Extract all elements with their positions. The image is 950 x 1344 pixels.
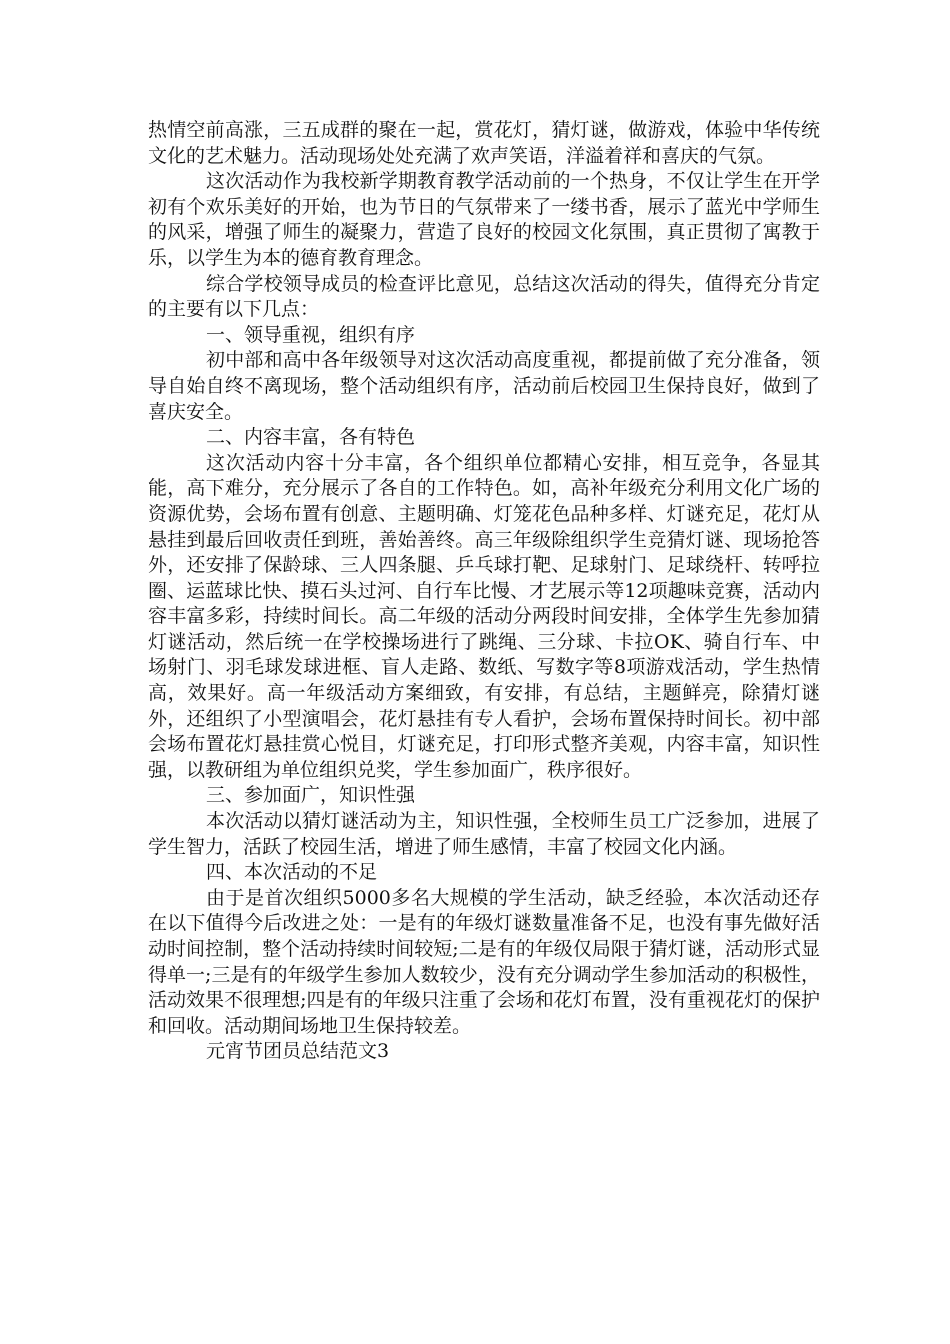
paragraph-intro-continued: 热情空前高涨，三五成群的聚在一起，赏花灯，猜灯谜，做游戏，体验中华传统文化的艺术魅力。活动现场处处充满了欢声笑语，洋溢着祥和喜庆的气氛。	[148, 119, 820, 167]
section-heading-3: 三、参加面广，知识性强	[206, 784, 416, 807]
paragraph-section-1: 初中部和高中各年级领导对这次活动高度重视，都提前做了充分准备，领导自始自终不离现场，整个活动组织有序，活动前后校园卫生保持良好，做到了喜庆安全。	[148, 349, 820, 423]
paragraph-section-2: 这次活动内容十分丰富，各个组织单位都精心安排，相互竞争，各显其能，高下难分，充分展示了各自的工作特色。如，高补年级充分利用文化广场的资源优势，会场布置有创意、主题明确、灯笼花色品种多样、灯谜充足，花灯从悬挂到最后回收责任到班，善始善终。高三年级除组织学生竞猜灯谜、现场抢答外，还安排了保龄球、三人四条腿、乒乓球打靶、足球射门、足球绕杆、转呼拉圈、运蓝球比快、摸石头过河、自行车比慢、才艺展示等12项趣味竞赛，活动内容丰富多彩，持续时间长。高二年级的活动分两段时间安排，全体学生先参加猜灯谜活动，然后统一在学校操场进行了跳绳、三分球、卡拉OK、骑自行车、中场射门、羽毛球发球进框、盲人走路、数纸、写数字等8项游戏活动，学生热情高，效果好。高一年级活动方案细致，有安排，有总结，主题鲜亮，除猜灯谜外，还组织了小型演唱会，花灯悬挂有专人看护，会场布置保持时间长。初中部会场布置花灯悬挂赏心悦目，灯谜充足，打印形式整齐美观，内容丰富，知识性强，以教研组为单位组织兑奖，学生参加面广，秩序很好。	[148, 451, 820, 781]
section-heading-4: 四、本次活动的不足	[206, 861, 378, 884]
document-body	[148, 118, 820, 1065]
section-heading-2: 二、内容丰富，各有特色	[206, 426, 416, 449]
paragraph-activity-significance: 这次活动作为我校新学期教育教学活动前的一个热身，不仅让学生在开学初有个欢乐美好的开始，也为节日的气氛带来了一缕书香，展示了蓝光中学师生的风采，增强了师生的凝聚力，营造了良好的校园文化氛围，真正贯彻了寓教于乐，以学生为本的德育教育理念。	[148, 170, 820, 269]
paragraph-evaluation-summary: 综合学校领导成员的检查评比意见，总结这次活动的得失，值得充分肯定的主要有以下几点：	[148, 272, 820, 321]
paragraph-section-3: 本次活动以猜灯谜活动为主，知识性强，全校师生员工广泛参加，进展了学生智力，活跃了校园生活，增进了师生感情，丰富了校园文化内涵。	[148, 810, 820, 858]
paragraph-section-4: 由于是首次组织5000多名大规模的学生活动，缺乏经验，本次活动还存在以下值得今后改进之处：一是有的年级灯谜数量准备不足，也没有事先做好活动时间控制，整个活动持续时间较短;二是有的年级仅局限于猜灯谜，活动形式显得单一;三是有的年级学生参加人数较少，没有充分调动学生参加活动的积极性，活动效果不很理想;四是有的年级只注重了会场和花灯布置，没有重视花灯的保护和回收。活动期间场地卫生保持较差。	[148, 886, 820, 1037]
section-heading-1: 一、领导重视，组织有序	[206, 323, 416, 346]
next-article-title: 元宵节团员总结范文3	[206, 1040, 390, 1063]
